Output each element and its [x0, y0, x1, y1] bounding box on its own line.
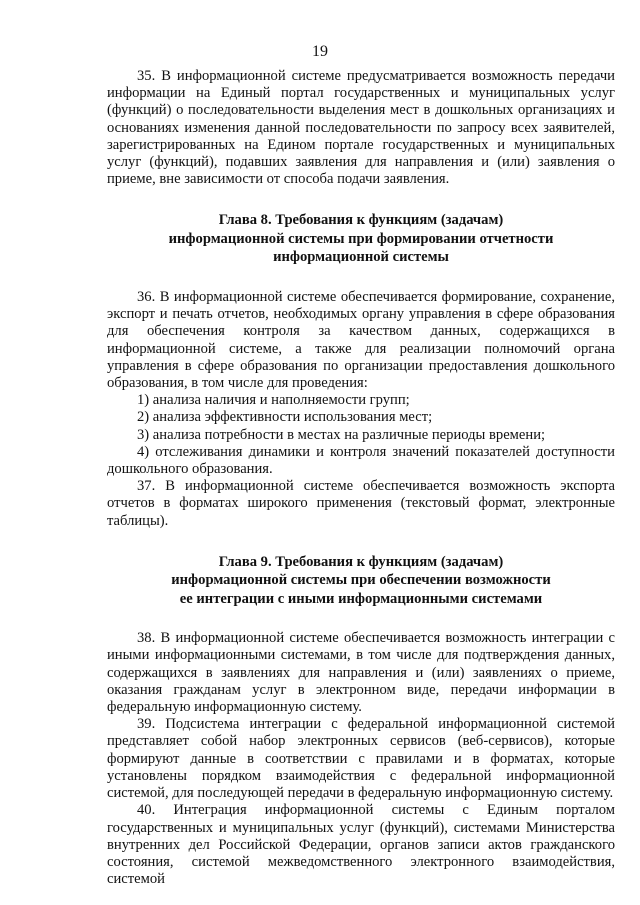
- list-item-36-4: 4) отслеживания динамики и контроля значений показателей доступности дошкольного образования.: [107, 443, 615, 477]
- list-item-36-2: 2) анализа эффективности использования мест;: [137, 409, 433, 426]
- document-body: [107, 68, 615, 888]
- paragraph-37: 37. В информационной системе обеспечивается возможность экспорта отчетов в форматах широкого применения (текстовый формат, электронные таблицы).: [107, 478, 615, 529]
- chapter-9-title-line-2: информационной системы при обеспечении возможности: [171, 572, 551, 589]
- chapter-8-heading: [107, 211, 615, 267]
- paragraph-39: 39. Подсистема интеграции с федеральной информационной системой представляет собой набор электронных сервисов (веб-сервисов), которые формируют данные в соответствии с правилами и в форматах, которые установлены порядком взаимодействия с федеральной информационной системой, для последующей передачи в федеральную информационную систему.: [107, 716, 615, 802]
- paragraph-40: 40. Интеграция информационной системы с Единым порталом государственных и муниципальных услуг (функций), системами Министерства внутренних дел Российской Федерации, органов записи актов гражданского состояния, системой межведомственного электронного взаимодействия, системой: [107, 802, 615, 888]
- chapter-9-title-line-1: Глава 9. Требования к функциям (задачам): [218, 553, 504, 570]
- list-item-36-1: 1) анализа наличия и наполняемости групп;: [137, 392, 410, 409]
- chapter-8-title-line-3: информационной системы: [273, 249, 449, 266]
- paragraph-36: 36. В информационной системе обеспечивается формирование, сохранение, экспорт и печать отчетов, необходимых органу управления в сфере образования для обеспечения контроля за качеством данных, содержащихся в информационной системе, а также для реализации полномочий органа управления в сфере образования по организации предоставления дошкольного образования, в том числе для проведения:: [107, 288, 615, 391]
- chapter-9-heading: [107, 553, 615, 609]
- chapter-8-title-line-1: Глава 8. Требования к функциям (задачам): [218, 212, 504, 229]
- paragraph-35: 35. В информационной системе предусматривается возможность передачи информации на Единый портал государственных и муниципальных услуг (функций) о последовательности выделения мест в дошкольных организациях и основаниях изменения данной последовательности по запросу всех заявителей, зарегистрированных на Едином портале государственных и муниципальных услуг (функций), подавших заявления для направления и (или) заявления о приеме, вне зависимости от способа подачи заявления.: [107, 68, 615, 188]
- list-item-36-3: 3) анализа потребности в местах на различные периоды времени;: [137, 426, 546, 443]
- chapter-9-title-line-3: ее интеграции с иными информационными системами: [179, 590, 543, 607]
- chapter-8-title-line-2: информационной системы при формировании отчетности: [168, 230, 554, 247]
- paragraph-38: 38. В информационной системе обеспечивается возможность интеграции с иными информационными системами, в том числе для подтверждения данных, содержащихся в заявлениях для направления и (или) заявлениях о приеме, оказания гражданам услуг в электронном виде, передачи информации в федеральную информационную систему.: [107, 630, 615, 716]
- page-number: 19: [312, 43, 328, 60]
